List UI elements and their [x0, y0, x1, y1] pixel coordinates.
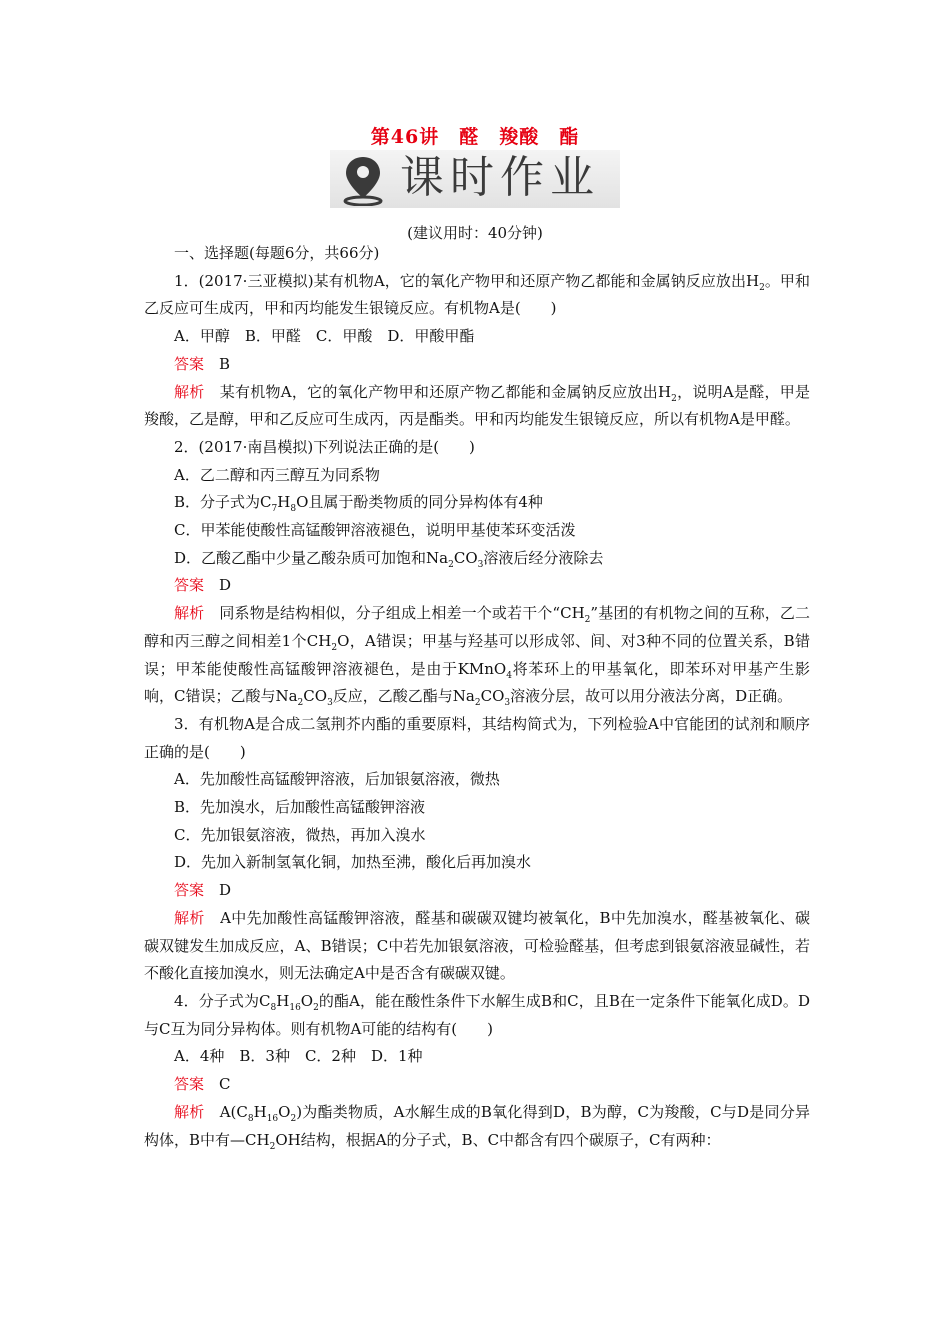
- question-option: C．先加银氨溶液，微热，再加入溴水: [174, 825, 426, 844]
- analysis-line: [144, 379, 810, 434]
- question-option: A．4种 B．3种 C．2种 D．1种: [174, 1047, 423, 1066]
- homework-banner: [330, 150, 620, 208]
- analysis-label: 解析: [174, 908, 205, 927]
- question-stem: 3．有机物A是合成二氢荆芥内酯的重要原料，其结构简式为，下列检验A中官能团的试剂和顺序正确的是( ): [144, 714, 810, 761]
- answer-label: 答案: [174, 881, 205, 900]
- question-option: A．先加酸性高锰酸钾溶液，后加银氨溶液，微热: [174, 770, 500, 789]
- question-option: C．甲苯能使酸性高锰酸钾溶液褪色，说明甲基使苯环变活泼: [174, 521, 576, 540]
- answer-line: [144, 572, 810, 600]
- analysis-label: 解析: [174, 1102, 205, 1121]
- banner-text: 课时作业: [400, 152, 600, 203]
- answer-value: B: [219, 354, 231, 373]
- analysis-label: 解析: [174, 604, 205, 623]
- lesson-title: 第46讲 醛 羧酸 酯: [370, 126, 580, 148]
- question-2: [144, 434, 810, 711]
- question-3: [144, 711, 810, 988]
- section-heading: 一、选择题(每题6分，共66分): [174, 244, 380, 262]
- question-option: A．乙二醇和丙三醇互为同系物: [174, 465, 380, 484]
- analysis-line: [144, 1099, 810, 1154]
- analysis-text: 同系物是结构相似，分子组成上相差一个或若干个“$CH_2$”基团的有机物之间的互称，乙二醇和丙三醇之间相差1个$CH_2O$，A错误；甲基与羟基可以形成邻、间、对3种不同的位置关系，B错误；甲苯能使酸性高锰酸钾溶液褪色，是由于KMnO$_4$将苯环上的甲基氧化，即苯环对甲基产生影响，C错误；乙酸与$Na_2CO_3$反应，乙酸乙酯与$Na_2CO_3$溶液分层，故可以用分液法分离，D正确。: [144, 604, 811, 709]
- answer-label: 答案: [174, 1075, 205, 1094]
- answer-label: 答案: [174, 576, 205, 595]
- question-list: [144, 268, 810, 1155]
- answer-line: [144, 1071, 810, 1099]
- question-stem: 4．分子式为$C_8H_{16}O_2$的酯A，能在酸性条件下水解生成B和C，且B在一定条件下能氧化成D。D与C互为同分异构体。则有机物A可能的结构有( ): [144, 991, 810, 1038]
- analysis-line: [144, 600, 810, 711]
- analysis-text: 某有机物A，它的氧化产物甲和还原产物乙都能和金属钠反应放出$H_2$，说明A是醛，甲是羧酸，乙是醇，甲和乙反应可生成丙，丙是酯类。甲和丙均能发生银镜反应，所以有机物A是甲醛。: [144, 382, 810, 429]
- analysis-text: A中先加酸性高锰酸钾溶液，醛基和碳碳双键均被氧化，B中先加溴水，醛基被氧化、碳碳双键发生加成反应，A、B错误；C中若先加银氨溶液，可检验醛基，但考虑到银氨溶液显碱性，若不酸化直接加溴水，则无法确定A中是否含有碳碳双键。: [144, 908, 810, 983]
- question-option: B．先加溴水，后加酸性高锰酸钾溶液: [174, 798, 426, 817]
- question-4: [144, 988, 810, 1154]
- location-pin-icon: [338, 154, 388, 206]
- content-body: [144, 240, 810, 1154]
- suggested-time: (建议用时：40分钟): [407, 224, 543, 242]
- analysis-label: 解析: [174, 382, 205, 401]
- answer-line: [144, 877, 810, 905]
- question-option: A．甲醇 B．甲醛 C．甲酸 D．甲酸甲酯: [174, 327, 475, 346]
- answer-label: 答案: [174, 354, 205, 373]
- question-stem: 1．(2017·三亚模拟)某有机物A，它的氧化产物甲和还原产物乙都能和金属钠反应放出$H_2$。甲和乙反应可生成丙，甲和丙均能发生银镜反应。有机物A是( ): [144, 271, 810, 318]
- answer-value: D: [219, 576, 232, 595]
- analysis-text: $A(C_8H_{16}O_2)$为酯类物质，A水解生成的B氧化得到D，B为醇，C为羧酸，C与D是同分异构体，B中有$—CH_2OH$结构，根据A的分子式，B、C中都含有四个碳原子，C有两种：: [144, 1102, 810, 1152]
- question-option: D．先加入新制氢氧化铜，加热至沸，酸化后再加溴水: [174, 853, 532, 872]
- answer-line: [144, 351, 810, 379]
- question-1: [144, 268, 810, 434]
- question-option: B．分子式为$C_7H_8O$且属于酚类物质的同分异构体有4种: [174, 493, 543, 515]
- question-option: D．乙酸乙酯中少量乙酸杂质可加饱和$Na_2CO_3$溶液后经分液除去: [174, 548, 604, 570]
- answer-value: D: [219, 881, 232, 900]
- answer-value: C: [219, 1075, 231, 1094]
- question-stem: 2．(2017·南昌模拟)下列说法正确的是( ): [174, 437, 475, 456]
- analysis-line: [144, 905, 810, 988]
